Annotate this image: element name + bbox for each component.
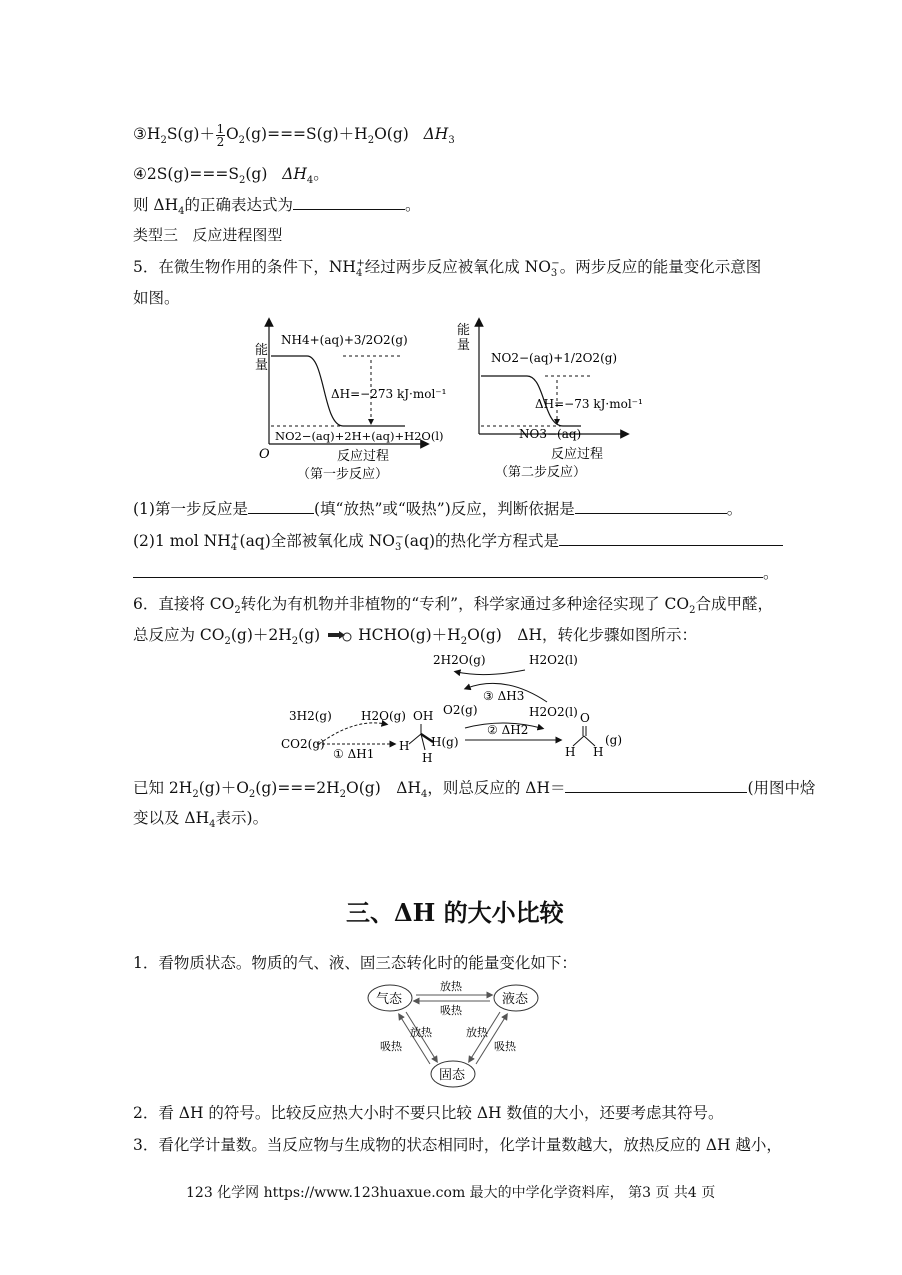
solid-to-gas-arrow <box>400 1016 430 1064</box>
q5-line2 <box>133 286 180 308</box>
q6-line2-c: (g) <box>298 626 321 644</box>
q5-p2-a: (2)1 mol NH <box>133 532 231 550</box>
q5-text-c: 。两步反应的能量变化示意图 <box>559 258 762 276</box>
q6-known-a: 已知 2H <box>133 779 193 797</box>
graph-second-step <box>457 322 643 480</box>
q5-p2-b: (aq)全部被氧化成 NO <box>239 532 395 550</box>
q6-line2 <box>133 623 697 647</box>
equation-3 <box>133 122 455 148</box>
scheme-o-atom: O <box>580 711 590 725</box>
answer-blank-q5-2a[interactable] <box>559 529 783 546</box>
q5-p1-a: (1)第一步反应是 <box>133 500 248 518</box>
qdh4-text: 的正确表达式为 <box>184 196 294 214</box>
graph1-caption: （第一步反应） <box>297 467 389 482</box>
eq3-arrow: === <box>267 125 307 143</box>
reaction-scheme <box>275 648 635 768</box>
graph2-dh: ΔH=−73 kJ·mol⁻¹ <box>535 397 643 411</box>
eq4-lhs: 2S(g) <box>146 165 190 183</box>
q6-line2-e: O(g) ΔH，转化步骤如图所示： <box>467 626 698 644</box>
eq3-marker: ③ <box>133 125 147 143</box>
q6-line2-sub3: 2 <box>460 636 468 648</box>
q5-p2-sup2: − <box>395 531 404 543</box>
scheme-arrow1 <box>319 723 385 744</box>
q5-p2-sup: + <box>231 531 240 543</box>
q6-last-b: 表示)。 <box>215 809 269 827</box>
q6-known-b: (g)＋O <box>198 779 249 797</box>
scheme-g-label: (g) <box>605 733 623 747</box>
answer-blank-dh4[interactable] <box>293 193 405 210</box>
graph1-top-species: NH4+(aq)+3/2O2(g) <box>281 333 408 347</box>
q6-line1-sub: 2 <box>234 605 241 617</box>
eq4-arrow: === <box>189 165 229 183</box>
q6-line2-b: (g)＋2H <box>230 626 292 644</box>
q5-part2-line2 <box>133 561 779 583</box>
q5-nh4-sup: + <box>356 257 365 269</box>
q6-line1-c: 合成甲醛， <box>695 595 773 613</box>
eq3-frac-den: 2 <box>216 134 225 149</box>
section3-title: 三、ΔH 的大小比较 <box>346 898 564 927</box>
graph2-xlabel: 反应过程 <box>551 447 604 462</box>
q6-known-sub: 2 <box>192 789 199 801</box>
state-gas: 气态 <box>376 992 403 1007</box>
q6-last-sub: 4 <box>209 819 216 831</box>
eq3-lhs2: O <box>225 125 239 143</box>
eq3-lhs1: H <box>146 125 161 143</box>
graph1-dh: ΔH=−273 kJ·mol⁻¹ <box>331 387 447 401</box>
graph1-ylabel2: 量 <box>255 358 269 373</box>
q5-p2-sub: 4 <box>230 542 238 554</box>
q6-known-c: (g)===2H <box>255 779 340 797</box>
q5-no3-sup: − <box>551 257 560 269</box>
graph-first-step <box>255 322 446 482</box>
q6-known-sub3: 2 <box>339 789 347 801</box>
top-fangre: 放热 <box>440 980 462 993</box>
scheme-bond1 <box>409 734 421 744</box>
q5-p1-b: (填“放热”或“吸热”)反应，判断依据是 <box>313 500 575 518</box>
q6-line2-sub: 2 <box>224 636 231 648</box>
scheme-o2: O2(g) <box>443 703 478 717</box>
graph1-xlabel: 反应过程 <box>337 449 390 464</box>
type3-heading <box>133 224 282 245</box>
eq3-frac-num: 1 <box>216 121 225 136</box>
qdh4-sub: 4 <box>178 206 185 218</box>
eq4-rhs-sub: 2 <box>239 175 246 187</box>
eq3-rhs-sub: 2 <box>367 135 375 147</box>
scheme-h2o2-mid: H2O2(l) <box>529 705 578 719</box>
q5-line1 <box>133 255 761 279</box>
paragraph-1 <box>133 951 577 973</box>
graph1-ylabel1: 能 <box>255 343 269 358</box>
eq4-rhs-rest: (g) <box>245 165 268 183</box>
q5-p2-end: 。 <box>763 564 779 582</box>
graph2-ylabel1: 能 <box>457 323 471 338</box>
energy-diagrams <box>245 316 665 486</box>
q6-line1 <box>133 592 773 616</box>
q6-line1-b: 转化为有机物并非植物的“专利”，科学家通过多种途径实现了 CO <box>240 595 690 613</box>
answer-blank-q5-2b[interactable] <box>133 561 763 578</box>
graph2-bottom-species: NO3−(aq) <box>519 427 582 441</box>
right-fangre: 放热 <box>466 1026 488 1039</box>
section-heading <box>346 893 564 928</box>
eq3-rhs: S(g)＋H <box>306 125 368 143</box>
q5-line2-text: 如图。 <box>133 289 180 307</box>
scheme-arrow3-top <box>457 670 525 675</box>
q5-p1-end: 。 <box>726 500 743 518</box>
p2-text: 2．看 ΔH 的符号。比较反应热大小时不要只比较 ΔH 数值的大小，还要考虑其符号。 <box>133 1104 724 1122</box>
page-footer <box>186 1182 715 1202</box>
q5-p2-sub2: 3 <box>394 542 402 554</box>
scheme-3h2: 3H2(g) <box>289 709 332 723</box>
eq3-lhs2-rest: (g) <box>245 125 268 143</box>
q6-known-e: ，则总反应的 ΔH＝ <box>427 779 566 797</box>
graph2-ylabel2: 量 <box>457 338 471 353</box>
answer-blank-q5-1a[interactable] <box>248 497 314 514</box>
paragraph-2 <box>133 1101 724 1123</box>
eq4-dh-sub: 4 <box>306 175 314 187</box>
type3-label: 类型三 <box>133 226 179 244</box>
eq4-rhs: S <box>228 165 239 183</box>
eq4-end: 。 <box>313 165 329 183</box>
scheme-h-g: H(g) <box>431 735 459 749</box>
q5-text-a: 5．在微生物作用的条件下，NH <box>133 258 356 276</box>
qdh4-prefix: 则 ΔH <box>133 196 179 214</box>
question-dh4 <box>133 193 421 217</box>
eq3-fraction <box>216 123 225 148</box>
scheme-hcho-h1: H <box>565 745 576 759</box>
scheme-step2: ② ΔH2 <box>487 723 529 737</box>
left-fangre: 放热 <box>410 1026 432 1039</box>
scheme-co2: CO2(g) <box>281 737 325 751</box>
state-liquid: 液态 <box>502 992 529 1007</box>
q6-line1-sub2: 2 <box>689 605 696 617</box>
q6-known <box>133 776 816 800</box>
top-xire: 吸热 <box>440 1004 462 1017</box>
scheme-hcho-h2: H <box>593 745 604 759</box>
graph2-top-species: NO2−(aq)+1/2O2(g) <box>491 351 618 365</box>
p3-text: 3．看化学计量数。当反应物与生成物的状态相同时，化学计量数越大，放热反应的 ΔH 越小， <box>133 1136 782 1154</box>
scheme-step1: ① ΔH1 <box>333 747 375 761</box>
catalyst-arrow-icon <box>325 629 353 643</box>
scheme-h2o-mid: H2O(g) <box>361 709 406 723</box>
q6-line2-a: 总反应为 CO <box>133 626 225 644</box>
q5-text-b: 经过两步反应被氧化成 NO <box>364 258 551 276</box>
q5-p2-c: (aq)的热化学方程式是 <box>403 532 560 550</box>
q6-line2-sub2: 2 <box>291 636 299 648</box>
scheme-h-left: H <box>399 739 410 753</box>
scheme-h-bottom: H <box>422 751 433 765</box>
eq4-dh: ΔH <box>282 165 307 183</box>
eq3-rhs-rest: O(g) <box>374 125 409 143</box>
answer-blank-q5-1b[interactable] <box>575 497 727 514</box>
qdh4-end: 。 <box>405 196 421 214</box>
left-xire: 吸热 <box>380 1040 402 1053</box>
q6-known-sub4: 4 <box>420 789 428 801</box>
eq3-lhs1-rest: S(g)＋ <box>166 125 215 143</box>
eq3-lhs1-sub: 2 <box>160 135 167 147</box>
q5-part2 <box>133 529 783 553</box>
eq4-marker: ④ <box>133 165 147 183</box>
paragraph-3 <box>133 1133 782 1155</box>
footer-text: 123 化学网 https://www.123huaxue.com 最大的中学化学资料库， 第3 页 共4 页 <box>186 1185 716 1201</box>
graph1-bottom-species: NO2−(aq)+2H+(aq)+H2O(l) <box>275 429 444 443</box>
scheme-oh: OH <box>413 709 434 723</box>
type3-title: 反应进程图型 <box>192 226 283 244</box>
scheme-step3: ③ ΔH3 <box>483 689 525 703</box>
states-diagram <box>362 978 542 1090</box>
graph1-origin: O <box>259 447 270 462</box>
q6-line2-d: HCHO(g)＋H <box>358 626 461 644</box>
q6-last-line <box>133 806 268 830</box>
answer-blank-q6[interactable] <box>565 776 747 793</box>
q6-line1-a: 6．直接将 CO <box>133 595 235 613</box>
q5-nh4-sub: 4 <box>355 268 363 280</box>
q5-no3-sub: 3 <box>550 268 558 280</box>
q6-known-sub2: 2 <box>248 789 256 801</box>
scheme-h2o-top: 2H2O(g) <box>433 653 486 667</box>
q6-known-d: O(g) ΔH <box>346 779 421 797</box>
p1-text: 1．看物质状态。物质的气、液、固三态转化时的能量变化如下： <box>133 954 577 972</box>
q5-part1 <box>133 497 742 519</box>
graph2-caption: （第二步反应） <box>495 465 587 480</box>
state-solid: 固态 <box>439 1068 466 1083</box>
eq3-dh-sub: 3 <box>448 135 455 147</box>
equation-4 <box>133 162 329 186</box>
right-xire: 吸热 <box>494 1040 516 1053</box>
q6-last-a: 变以及 ΔH <box>133 809 210 827</box>
eq3-dh: ΔH <box>423 125 449 143</box>
eq3-lhs2-sub: 2 <box>238 135 246 147</box>
scheme-h2o2-top: H2O2(l) <box>529 653 578 667</box>
q6-known-f: (用图中焓 <box>747 779 816 797</box>
